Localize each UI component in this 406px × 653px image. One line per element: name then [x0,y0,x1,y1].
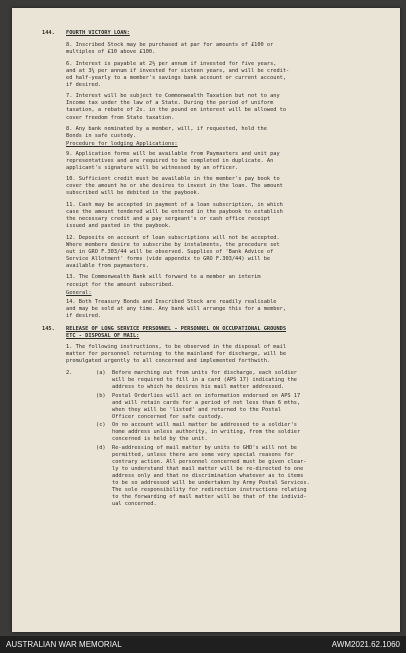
paragraph-line: promulgated urgently to all concerned and implemented forthwith. [66,358,271,365]
paragraph-line: 13. The Commonwealth Bank will forward to a member an interim [66,274,261,281]
sub-item-line: home address unless authority, in writing, from the soldier [112,429,301,436]
paragraph-line: 10. Sufficient credit must be available in the member's pay book to [66,176,280,183]
footer-bar [0,636,406,653]
sub-item-line: to be so addressed will be undertaken by Army Postal Services. [112,480,310,487]
paragraph-line: Income tax under the law of a State. During the period of uniform [66,100,274,107]
paragraph-line: applicant's signature will be witnessed by an officer. [66,164,239,171]
section-number: 144. [42,30,55,36]
document-page [12,8,400,632]
paragraph-line: cover freedom from State taxation. [66,114,175,121]
sub-item-line: address to which he desires his mail matter addressed. [112,384,285,391]
sub-item-line: Before marching out from units for discharge, each soldier [112,370,297,376]
paragraph-line: 14. Both Treasury Bonds and Inscribed Stock are readily realisable [66,299,277,306]
sub-item-line: and will retain cards for a period of not less than 6 mths, [112,399,301,406]
footer-accession-number: AWM2021.62.1060 [331,640,400,649]
paragraph-line: ed half-yearly to a member's savings bank account or current account, [66,74,287,81]
paragraph-line: available from paymasters. [66,262,149,269]
sub-item-line: The sole responsibility for redirection instructions relating [112,487,307,494]
paragraph-line: 11. Cash may be accepted in payment of a loan subscription, in which [66,202,283,208]
sub-item-line: to the forwarding of mail matter will be that of the individ- [112,494,307,501]
subheading: Procedure for lodging Applications: [66,141,178,148]
paragraph-line: Where members desire to subscribe by instalments, the procedure set [66,241,280,248]
section-number: 145. [42,326,55,333]
paragraph-line: taxation, a rebate of 2s. in the pound on interest will be allowed to [66,107,287,114]
sub-item-line: Re-addressing of mail matter by units to GHD's will not be [112,445,297,451]
sub-item-line: address only and that no discrimination whatever as to items [112,473,304,480]
paragraph-line: 6. Interest is payable at 2½ per annum if invested for five years, [66,60,277,67]
sub-item-label: (a) [96,370,106,376]
paragraph-number: 2. [66,370,73,376]
sub-item-line: ual concerned. [112,501,157,508]
sub-item-line: permitted, unless there are some very special reasons for [112,452,294,459]
paragraph-line: receipt for the amount subscribed. [66,281,175,288]
sub-item-line: Postal Orderlies will act on information endorsed on APS 17 [112,392,301,399]
sub-item-line: when they will be 'listed' and returned to the Postal [112,406,282,413]
footer-institution: AUSTRALIAN WAR MEMORIAL [6,640,122,649]
sub-item-label: (c) [96,422,106,429]
paragraph-line: the necessary credit and a pay sergeant's or cash office receipt [66,216,271,223]
sub-item-line: concerned is held by the unit. [112,436,208,443]
paragraph-line: subscribed will be debited in the paybook. [66,190,200,197]
paragraph-line: 9. Application forms will be available from Paymasters and unit pay [66,150,280,157]
sub-item-line: ly to understand that mail matter will be re-directed to one [112,466,304,473]
paragraph-line: cover the amount he or she desires to invest in the loan. The amount [66,183,283,190]
sub-item-line: will be required to fill in a card (APS 17) indicating the [112,377,297,384]
section-title: FOURTH VICTORY LOAN: [66,30,130,36]
paragraph-line: if desired. [66,313,102,320]
paragraph-line: matter for personnel returning to the mainland for discharge, will be [66,351,287,358]
subheading: General: [66,289,92,296]
sub-item-label: (b) [96,392,106,399]
paragraph-line: 7. Interest will be subject to Commonwealth Taxation but not to any [66,93,280,100]
paragraph-line: and may be sold at any time. Any bank will arrange this for a member, [66,306,287,313]
paragraph-line: 8. Inscribed Stock may be purchased at par for amounts of £100 or [66,42,274,49]
paragraph-line: Bonds in safe custody. [66,133,137,140]
sub-item-line: contrary action. All personnel concerned must be given clear- [112,459,307,466]
sub-item-line: Officer concerned for safe custody. [112,413,224,420]
paragraph-line: 8. Any bank nominated by a member, will, if requested, hold the [66,126,267,133]
section-title: RELEASE OF LONG SERVICE PERSONNEL - PERSONNEL ON OCCUPATIONAL GROUNDS [66,326,287,333]
paragraph-line: 1. The following instructions, to be observed in the disposal of mail [66,344,287,351]
paragraph-line: case the amount tendered will be entered in the paybook to establish [66,209,283,216]
sub-item-label: (d) [96,445,106,451]
sub-item-line: On no account will mail matter be addressed to a soldier's [112,422,297,429]
paragraph-line: 12. Deposits on account of loan subscriptions will not be accepted. [66,234,280,241]
paragraph-line: out in GRO F.303/44 will be observed. Supplies of 'Bank Advice of [66,248,274,255]
paragraph-line: Service Allotment' forms (vide appendix to GRO F.303/44) will be [66,255,271,262]
section-title: ETC - DISPOSAL OF MAIL: [66,333,140,340]
paragraph-line: issued and pasted in the paybook. [66,223,172,230]
paragraph-line: multiples of £10 above £100. [66,49,156,56]
paragraph-line: and at 3¼ per annum if invested for sixteen years, and will be credit- [66,67,290,74]
paragraph-line: representatives and are required to be completed in duplicate. An [66,157,274,164]
paragraph-line: if desired. [66,81,102,88]
